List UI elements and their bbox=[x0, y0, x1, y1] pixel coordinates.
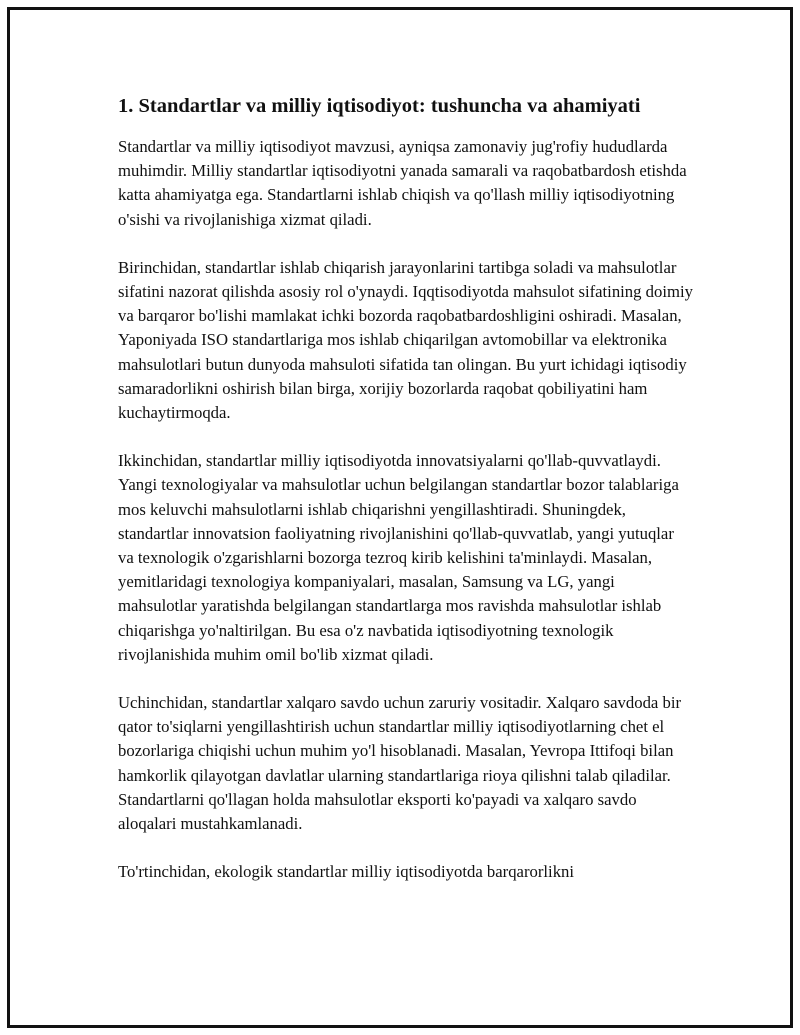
paragraph-first-point: Birinchidan, standartlar ishlab chiqarish jarayonlarini tartibga soladi va mahsulotlar sifatini nazorat qilishda asosiy rol o'ynaydi. Iqqtisodiyotda mahsulot sifatining doimiy va barqaror bo'lishi mamlakat ichki bozorda raqobatbardoshligini oshiradi. Masalan, Yaponiyada ISO standartlariga mos ishlab chiqarilgan avtomobillar va elektronika mahsulotlari butun dunyoda mahsuloti sifatida tan olingan. Bu yurt ichidagi iqtisodiy samaradorlikni oshirish bilan birga, xorijiy bozorlarda raqobat qobiliyatini ham kuchaytirmoqda. bbox=[118, 257, 693, 423]
section-heading: 1. Standartlar va milliy iqtisodiyot: tushuncha va ahamiyati bbox=[118, 95, 641, 117]
paragraph-fourth-point: To'rtinchidan, ekologik standartlar milliy iqtisodiyotda barqarorlikni bbox=[118, 862, 575, 882]
paragraph-second-point: Ikkinchidan, standartlar milliy iqtisodiyotda innovatsiyalarni qo'llab-quvvatlaydi. Yangi texnologiyalar va mahsulotlar uchun belgilangan standartlar bozor talablariga mos keluvchi mahsulotlarni ishlab chiqarishni yengillashtiradi. Shuningdek, standartlar innovatsion faoliyatning rivojlanishini qo'llab-quvvatlab, yangi yutuqlar va texnologik o'zgarishlarni bozorga tezroq kirib kelishini ta'minlaydi. Masalan, yemitlaridagi texnologiya kompaniyalari, masalan, Samsung va LG, yangi mahsulotlar yaratishda belgilangan standartlarga mos ravishda mahsulotlar ishlab chiqarishga yo'naltirilgan. Bu esa o'z navbatida iqtisodiyotning texnologik rivojlanishida muhim omil bo'lib xizmat qiladi. bbox=[118, 451, 679, 664]
document-body bbox=[118, 93, 693, 908]
paragraph-third-point: Uchinchidan, standartlar xalqaro savdo uchun zaruriy vositadir. Xalqaro savdoda bir qator to'siqlarni yengillashtirish uchun standartlar milliy iqtisodiyotlarning chet el bozorlariga chiqishi uchun muhim yo'l hisoblanadi. Masalan, Yevropa Ittifoqi bilan hamkorlik qilayotgan davlatlar ularning standartlariga rioya qilishni talab qiladilar. Standartlarni qo'llagan holda mahsulotlar eksporti ko'payadi va xalqaro savdo aloqalari mustahkamlanadi. bbox=[118, 693, 682, 834]
paragraph-intro: Standartlar va milliy iqtisodiyot mavzusi, ayniqsa zamonaviy jug'rofiy hududlarda muhimdir. Milliy standartlar iqtisodiyotni yanada samarali va raqobatbardosh etishda katta ahamiyatga ega. Standartlarni ishlab chiqish va qo'llash milliy iqtisodiyotning o'sishi va rivojlanishiga xizmat qiladi. bbox=[118, 137, 687, 229]
